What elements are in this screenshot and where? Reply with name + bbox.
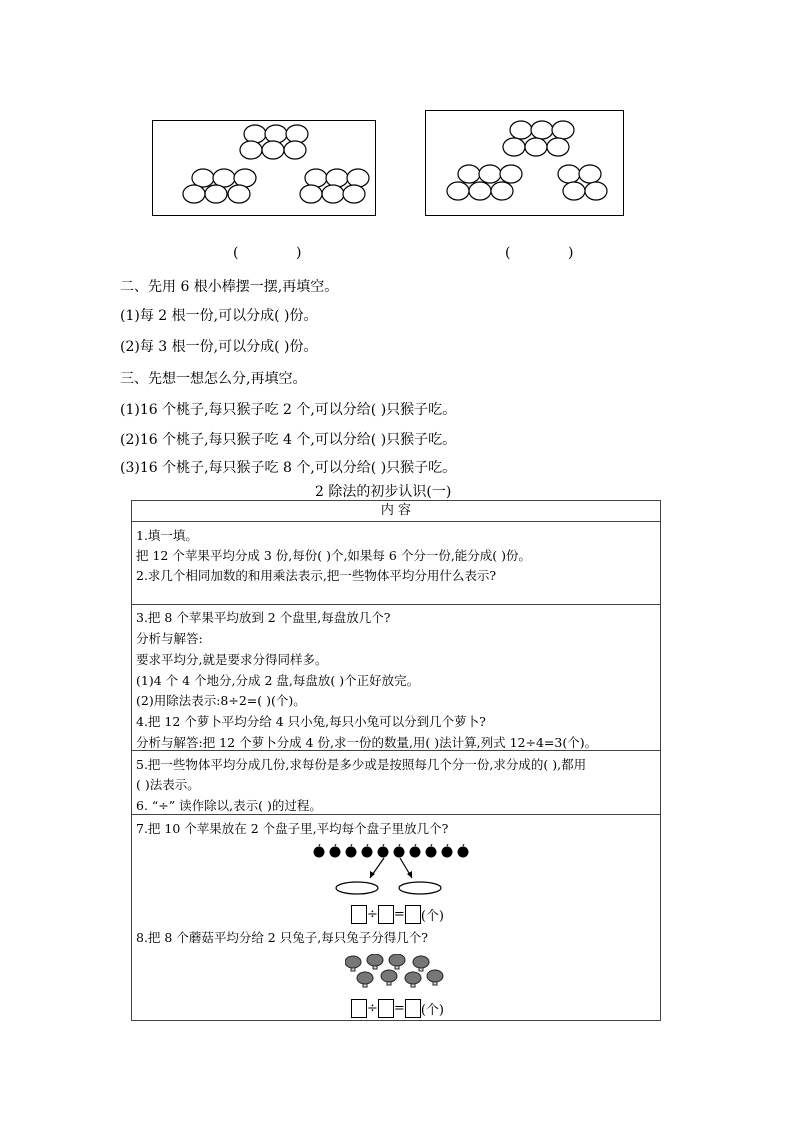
section3-heading: 三、先想一想怎么分,再填空。 — [120, 371, 307, 387]
row2-line6: 4.把 12 个萝卜平均分给 4 只小兔,每只小兔可以分到几个萝卜? — [136, 714, 486, 729]
row2-line3: 要求平均分,就是要求分得同样多。 — [136, 652, 328, 667]
apple-icon — [378, 847, 389, 858]
row2-line7: 分析与解答:把 12 个萝卜分成 4 份,求一份的数量,用( )法计算,列式 12÷4=3(个)。 — [136, 735, 598, 750]
apple-icon — [314, 847, 325, 858]
apple-stem — [335, 844, 336, 846]
mushroom-icon — [389, 954, 405, 969]
row4-line2: 8.把 8 个蘑菇平均分给 2 只兔子,每只兔子分得几个? — [136, 930, 428, 945]
table-header-row — [132, 501, 660, 522]
mushroom-icon — [413, 956, 429, 971]
table-row-2 — [132, 604, 660, 751]
mushroom-icon — [405, 972, 421, 987]
answer-box[interactable] — [351, 905, 367, 924]
apple-stem — [415, 844, 416, 846]
apple-stem — [447, 844, 448, 846]
row3-line2: ( )法表示。 — [136, 777, 200, 792]
answer-box[interactable] — [405, 999, 421, 1018]
mushrooms-illustration — [345, 954, 447, 992]
row1-line3: 2.求几个相同加数的和用乘法表示,把一些物体平均分用什么表示? — [136, 568, 497, 583]
row2-line1: 3.把 8 个苹果平均放到 2 个盘里,每盘放几个? — [136, 610, 391, 625]
apple-figure-left — [152, 120, 376, 216]
apple-groups-illustration — [426, 111, 623, 215]
division-equation-2 — [351, 999, 444, 1018]
section2-question-1: (1)每 2 根一份,可以分成( )份。 — [120, 308, 318, 324]
row2-line4: (1)4 个 4 个地分,分成 2 盘,每盘放( )个正好放完。 — [136, 673, 420, 688]
section2-heading: 二、先用 6 根小棒摆一摆,再填空。 — [120, 279, 339, 295]
lesson-title: 2 除法的初步认识(一) — [315, 484, 452, 500]
apple-stem — [399, 844, 400, 846]
mushroom-icon — [427, 970, 443, 985]
row2-line2: 分析与解答: — [136, 631, 203, 646]
apple-icon — [346, 847, 357, 858]
apple-icon — [394, 847, 405, 858]
apple-icon — [442, 847, 453, 858]
table-row-4 — [132, 814, 660, 1021]
apple-icon — [410, 847, 421, 858]
section3-question-1: (1)16 个桃子,每只猴子吃 2 个,可以分给( )只猴子吃。 — [120, 402, 457, 418]
division-equation-1 — [351, 905, 444, 924]
equals-sign: = — [393, 1001, 405, 1016]
answer-paren-right-open: ( — [505, 245, 511, 261]
answer-paren-left-open: ( — [233, 245, 239, 261]
section2-question-2: (2)每 3 根一份,可以分成( )份。 — [120, 339, 318, 355]
mushroom-icon — [381, 970, 397, 985]
answer-box[interactable] — [405, 905, 421, 924]
apple-figure-right — [425, 110, 624, 216]
answer-box[interactable] — [378, 999, 394, 1018]
apple-stem — [351, 844, 352, 846]
unit-label: (个) — [420, 1003, 444, 1018]
divide-sign: ÷ — [367, 907, 378, 922]
row1-line1: 1.填一填。 — [136, 528, 198, 543]
apple-groups-illustration — [153, 121, 375, 215]
apples-plates-illustration — [312, 844, 482, 899]
answer-paren-left-close: ) — [296, 245, 302, 261]
apple-stem — [383, 844, 384, 846]
row3-line1: 5.把一些物体平均分成几份,求每份是多少或是按照每几个分一份,求分成的( ),都用 — [136, 757, 587, 772]
divide-sign: ÷ — [367, 1001, 378, 1016]
answer-box[interactable] — [378, 905, 394, 924]
answer-paren-right-close: ) — [568, 245, 574, 261]
table-row-3 — [132, 750, 660, 815]
table-row-1 — [132, 521, 660, 605]
mushroom-icon — [357, 972, 373, 987]
row1-line2: 把 12 个苹果平均分成 3 份,每份( )个,如果每 6 个分一份,能分成( )份。 — [136, 548, 532, 563]
apple-icon — [362, 847, 373, 858]
apple-icon — [330, 847, 341, 858]
apple-stem — [463, 844, 464, 846]
table-header: 内 容 — [380, 503, 412, 518]
apple-stem — [431, 844, 432, 846]
plate-icon — [336, 882, 378, 894]
equals-sign: = — [393, 907, 405, 922]
apple-icon — [426, 847, 437, 858]
section3-question-2: (2)16 个桃子,每只猴子吃 4 个,可以分给( )只猴子吃。 — [120, 432, 457, 448]
row3-line3: 6. “÷” 读作除以,表示( )的过程。 — [136, 798, 322, 813]
apple-stem — [319, 844, 320, 846]
mushroom-icon — [367, 954, 383, 969]
apple-icon — [458, 847, 469, 858]
plate-icon — [399, 882, 441, 894]
unit-label: (个) — [420, 909, 444, 924]
row2-line5: (2)用除法表示:8÷2=( )(个)。 — [136, 693, 306, 708]
apple-stem — [367, 844, 368, 846]
answer-box[interactable] — [351, 999, 367, 1018]
mushroom-icon — [345, 956, 361, 971]
section3-question-3: (3)16 个桃子,每只猴子吃 8 个,可以分给( )只猴子吃。 — [120, 460, 457, 476]
row4-line1: 7.把 10 个苹果放在 2 个盘子里,平均每个盘子里放几个? — [136, 821, 449, 836]
content-table — [131, 500, 661, 1021]
